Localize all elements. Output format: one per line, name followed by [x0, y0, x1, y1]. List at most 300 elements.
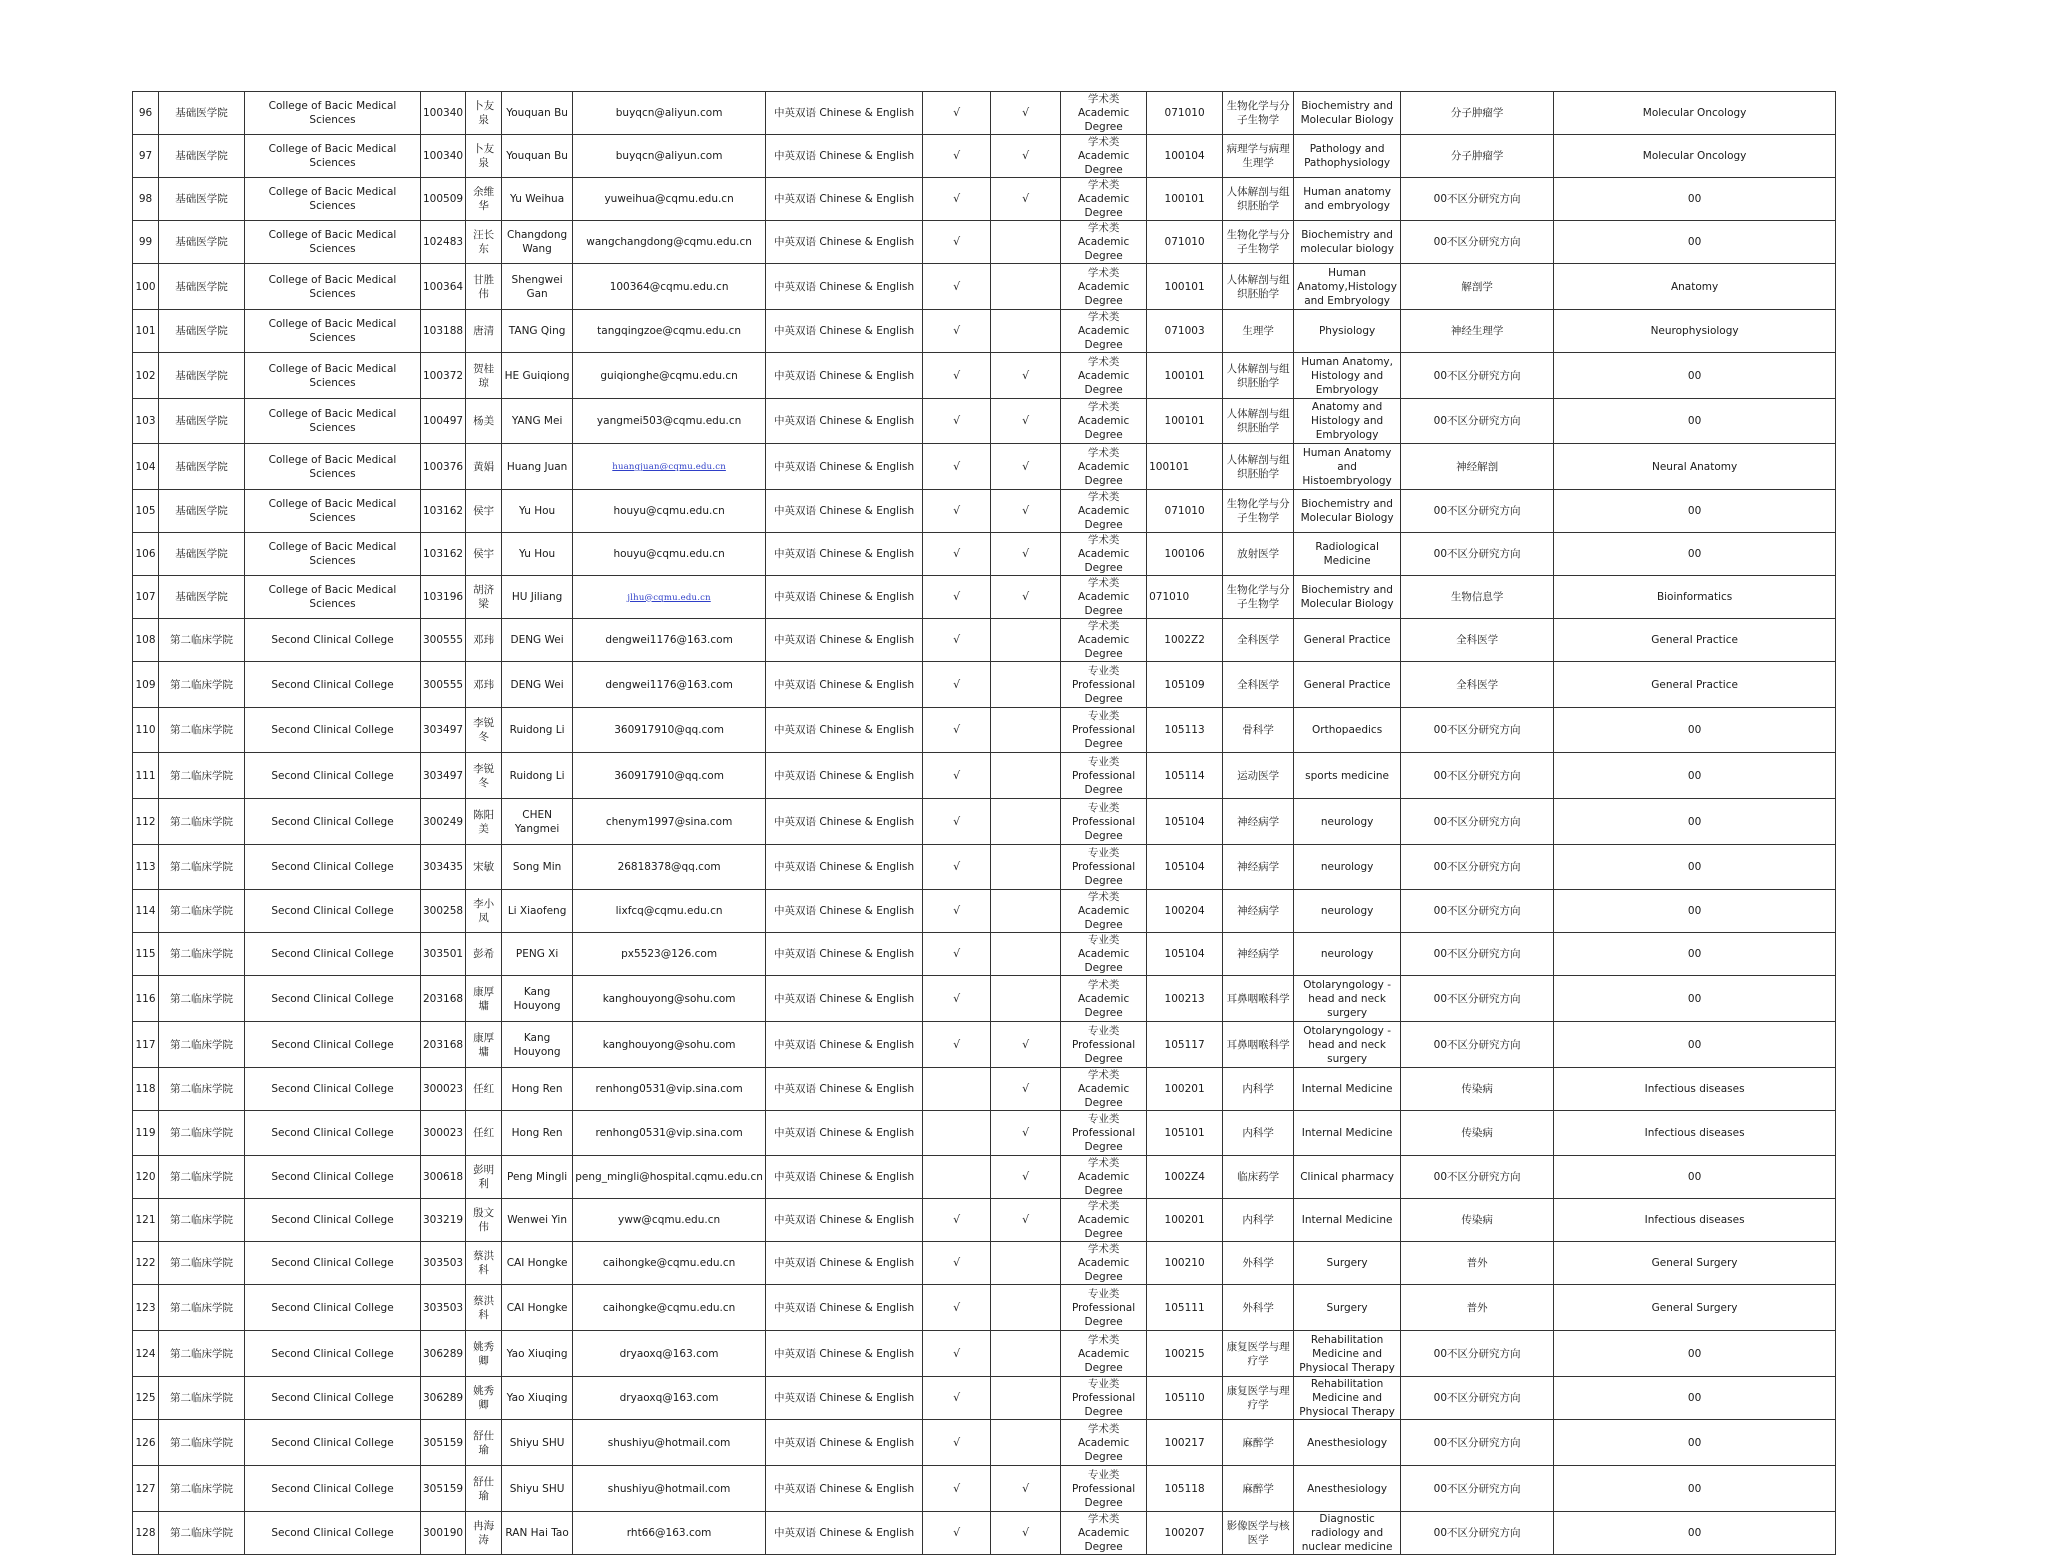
check-doctor — [991, 619, 1061, 662]
college-cn: 基础医学院 — [159, 444, 245, 490]
check-master: √ — [923, 753, 991, 799]
major-en: Physiology — [1294, 310, 1401, 353]
name-cn: 余维华 — [466, 178, 502, 221]
direction-cn: 神经解剖 — [1401, 444, 1554, 490]
supervisor-id: 203168 — [421, 1022, 466, 1068]
degree-type: 学术类 Academic Degree — [1061, 576, 1147, 619]
college-cn: 第二临床学院 — [159, 753, 245, 799]
check-doctor: √ — [991, 490, 1061, 533]
check-doctor: √ — [991, 533, 1061, 576]
supervisor-id: 100364 — [421, 264, 466, 310]
direction-en: General Practice — [1554, 662, 1836, 708]
direction-cn: 00不区分研究方向 — [1401, 799, 1554, 845]
college-cn: 第二临床学院 — [159, 619, 245, 662]
major-cn: 生物化学与分子生物学 — [1223, 490, 1294, 533]
major-code: 105118 — [1147, 1466, 1223, 1512]
email: dryaoxq@163.com — [573, 1377, 766, 1420]
major-en: Internal Medicine — [1294, 1068, 1401, 1111]
email: renhong0531@vip.sina.com — [573, 1111, 766, 1156]
major-en: General Practice — [1294, 619, 1401, 662]
language: 中英双语 Chinese & English — [766, 799, 923, 845]
major-cn: 生物化学与分子生物学 — [1223, 92, 1294, 135]
language: 中英双语 Chinese & English — [766, 1068, 923, 1111]
major-en: Biochemistry and Molecular Biology — [1294, 92, 1401, 135]
language: 中英双语 Chinese & English — [766, 1420, 923, 1466]
check-doctor: √ — [991, 576, 1061, 619]
check-master: √ — [923, 533, 991, 576]
major-en: Rehabilitation Medicine and Physiocal Therapy — [1294, 1377, 1401, 1420]
name-cn: 卜友泉 — [466, 92, 502, 135]
college-en: College of Bacic Medical Sciences — [245, 264, 421, 310]
table-row — [133, 662, 1836, 708]
check-doctor: √ — [991, 178, 1061, 221]
row-number: 121 — [133, 1199, 159, 1242]
degree-type: 学术类 Academic Degree — [1061, 221, 1147, 264]
name-cn: 黄娟 — [466, 444, 502, 490]
direction-cn: 00不区分研究方向 — [1401, 490, 1554, 533]
check-master: √ — [923, 933, 991, 976]
email: buyqcn@aliyun.com — [573, 135, 766, 178]
major-cn: 外科学 — [1223, 1242, 1294, 1285]
check-master: √ — [923, 178, 991, 221]
row-number: 107 — [133, 576, 159, 619]
row-number: 105 — [133, 490, 159, 533]
name-en: Peng Mingli — [502, 1156, 573, 1199]
name-cn: 邓玮 — [466, 619, 502, 662]
major-en: Internal Medicine — [1294, 1199, 1401, 1242]
language: 中英双语 Chinese & English — [766, 92, 923, 135]
degree-type: 学术类 Academic Degree — [1061, 310, 1147, 353]
major-cn: 康复医学与理疗学 — [1223, 1331, 1294, 1377]
language: 中英双语 Chinese & English — [766, 753, 923, 799]
row-number: 99 — [133, 221, 159, 264]
college-cn: 基础医学院 — [159, 576, 245, 619]
major-en: Anatomy and Histology and Embryology — [1294, 399, 1401, 444]
major-cn: 生理学 — [1223, 310, 1294, 353]
direction-en: 00 — [1554, 399, 1836, 444]
college-cn: 第二临床学院 — [159, 1111, 245, 1156]
college-en: Second Clinical College — [245, 845, 421, 890]
name-cn: 侯宇 — [466, 490, 502, 533]
degree-type: 学术类 Academic Degree — [1061, 976, 1147, 1022]
row-number: 100 — [133, 264, 159, 310]
table-row — [133, 576, 1836, 619]
major-cn: 内科学 — [1223, 1199, 1294, 1242]
college-en: Second Clinical College — [245, 1285, 421, 1331]
college-en: Second Clinical College — [245, 1111, 421, 1156]
direction-en: 00 — [1554, 1156, 1836, 1199]
check-doctor: √ — [991, 135, 1061, 178]
table-row — [133, 92, 1836, 135]
degree-type: 学术类 Academic Degree — [1061, 135, 1147, 178]
name-en: Hong Ren — [502, 1068, 573, 1111]
supervisor-id: 303501 — [421, 933, 466, 976]
supervisor-id: 100340 — [421, 92, 466, 135]
row-number: 119 — [133, 1111, 159, 1156]
email: renhong0531@vip.sina.com — [573, 1068, 766, 1111]
direction-en: Infectious diseases — [1554, 1068, 1836, 1111]
degree-type: 专业类 Professional Degree — [1061, 1466, 1147, 1512]
major-cn: 全科医学 — [1223, 619, 1294, 662]
row-number: 124 — [133, 1331, 159, 1377]
email: kanghouyong@sohu.com — [573, 976, 766, 1022]
major-en: Biochemistry and Molecular Biology — [1294, 576, 1401, 619]
college-cn: 基础医学院 — [159, 533, 245, 576]
college-en: College of Bacic Medical Sciences — [245, 576, 421, 619]
degree-type: 专业类 Professional Degree — [1061, 753, 1147, 799]
language: 中英双语 Chinese & English — [766, 1512, 923, 1555]
table-row — [133, 178, 1836, 221]
supervisor-id: 300555 — [421, 662, 466, 708]
direction-cn: 普外 — [1401, 1285, 1554, 1331]
table-row — [133, 1022, 1836, 1068]
supervisor-id: 303503 — [421, 1242, 466, 1285]
table-row — [133, 353, 1836, 399]
direction-en: Molecular Oncology — [1554, 135, 1836, 178]
name-cn: 殷文伟 — [466, 1199, 502, 1242]
major-cn: 耳鼻咽喉科学 — [1223, 976, 1294, 1022]
major-code: 100101 — [1147, 399, 1223, 444]
direction-cn: 00不区分研究方向 — [1401, 753, 1554, 799]
name-en: Song Min — [502, 845, 573, 890]
college-cn: 基础医学院 — [159, 353, 245, 399]
name-cn: 宋敏 — [466, 845, 502, 890]
degree-type: 专业类 Professional Degree — [1061, 845, 1147, 890]
college-cn: 第二临床学院 — [159, 1466, 245, 1512]
name-cn: 李锐冬 — [466, 708, 502, 753]
college-en: College of Bacic Medical Sciences — [245, 310, 421, 353]
major-cn: 生物化学与分子生物学 — [1223, 221, 1294, 264]
major-cn: 全科医学 — [1223, 662, 1294, 708]
email: wangchangdong@cqmu.edu.cn — [573, 221, 766, 264]
language: 中英双语 Chinese & English — [766, 1111, 923, 1156]
direction-en: 00 — [1554, 1512, 1836, 1555]
supervisor-id: 300555 — [421, 619, 466, 662]
name-en: Wenwei Yin — [502, 1199, 573, 1242]
direction-cn: 00不区分研究方向 — [1401, 976, 1554, 1022]
degree-type: 学术类 Academic Degree — [1061, 890, 1147, 933]
college-cn: 第二临床学院 — [159, 1199, 245, 1242]
check-master: √ — [923, 221, 991, 264]
name-cn: 胡济梁 — [466, 576, 502, 619]
row-number: 114 — [133, 890, 159, 933]
major-cn: 麻醉学 — [1223, 1420, 1294, 1466]
check-master: √ — [923, 576, 991, 619]
table-row — [133, 264, 1836, 310]
direction-cn: 00不区分研究方向 — [1401, 1156, 1554, 1199]
direction-cn: 全科医学 — [1401, 662, 1554, 708]
direction-cn: 00不区分研究方向 — [1401, 890, 1554, 933]
check-master: √ — [923, 1285, 991, 1331]
email-link[interactable]: jlhu@cqmu.edu.cn — [627, 592, 711, 603]
email[interactable] — [573, 576, 766, 619]
supervisor-id: 300190 — [421, 1512, 466, 1555]
table-row — [133, 135, 1836, 178]
check-master: √ — [923, 1331, 991, 1377]
check-master: √ — [923, 310, 991, 353]
name-en: YANG Mei — [502, 399, 573, 444]
college-en: Second Clinical College — [245, 890, 421, 933]
major-cn: 耳鼻咽喉科学 — [1223, 1022, 1294, 1068]
direction-cn: 普外 — [1401, 1242, 1554, 1285]
check-doctor: √ — [991, 1111, 1061, 1156]
email: tangqingzoe@cqmu.edu.cn — [573, 310, 766, 353]
degree-type: 学术类 Academic Degree — [1061, 92, 1147, 135]
direction-en: 00 — [1554, 933, 1836, 976]
language: 中英双语 Chinese & English — [766, 1285, 923, 1331]
name-cn: 李小凤 — [466, 890, 502, 933]
direction-en: 00 — [1554, 1022, 1836, 1068]
table-row — [133, 753, 1836, 799]
email: guiqionghe@cqmu.edu.cn — [573, 353, 766, 399]
college-cn: 第二临床学院 — [159, 708, 245, 753]
major-code: 100207 — [1147, 1512, 1223, 1555]
email: 360917910@qq.com — [573, 708, 766, 753]
major-code: 105111 — [1147, 1285, 1223, 1331]
check-master: √ — [923, 890, 991, 933]
college-cn: 第二临床学院 — [159, 1068, 245, 1111]
row-number: 111 — [133, 753, 159, 799]
direction-cn: 00不区分研究方向 — [1401, 1331, 1554, 1377]
major-code: 071010 — [1147, 221, 1223, 264]
major-cn: 内科学 — [1223, 1068, 1294, 1111]
language: 中英双语 Chinese & English — [766, 619, 923, 662]
degree-type: 专业类 Professional Degree — [1061, 1285, 1147, 1331]
direction-en: 00 — [1554, 1466, 1836, 1512]
major-en: General Practice — [1294, 662, 1401, 708]
degree-type: 学术类 Academic Degree — [1061, 1331, 1147, 1377]
major-en: Human anatomy and embryology — [1294, 178, 1401, 221]
table-row — [133, 1466, 1836, 1512]
major-cn: 临床药学 — [1223, 1156, 1294, 1199]
name-en: TANG Qing — [502, 310, 573, 353]
name-cn: 陈阳美 — [466, 799, 502, 845]
major-code: 100210 — [1147, 1242, 1223, 1285]
email: caihongke@cqmu.edu.cn — [573, 1285, 766, 1331]
check-master: √ — [923, 490, 991, 533]
major-en: neurology — [1294, 890, 1401, 933]
direction-en: 00 — [1554, 221, 1836, 264]
row-number: 106 — [133, 533, 159, 576]
check-master: √ — [923, 845, 991, 890]
major-code: 1002Z4 — [1147, 1156, 1223, 1199]
table-row — [133, 1420, 1836, 1466]
direction-en: Neural Anatomy — [1554, 444, 1836, 490]
row-number: 104 — [133, 444, 159, 490]
row-number: 126 — [133, 1420, 159, 1466]
college-cn: 基础医学院 — [159, 490, 245, 533]
college-cn: 第二临床学院 — [159, 933, 245, 976]
direction-cn: 00不区分研究方向 — [1401, 708, 1554, 753]
check-doctor — [991, 890, 1061, 933]
supervisor-id: 103162 — [421, 490, 466, 533]
college-en: College of Bacic Medical Sciences — [245, 221, 421, 264]
check-doctor: √ — [991, 92, 1061, 135]
major-en: neurology — [1294, 933, 1401, 976]
email: shushiyu@hotmail.com — [573, 1466, 766, 1512]
spreadsheet-page — [132, 91, 1836, 1555]
check-master: √ — [923, 135, 991, 178]
name-cn: 彭希 — [466, 933, 502, 976]
degree-type: 专业类 Professional Degree — [1061, 799, 1147, 845]
degree-type: 学术类 Academic Degree — [1061, 399, 1147, 444]
major-en: Radiological Medicine — [1294, 533, 1401, 576]
degree-type: 专业类 Professional Degree — [1061, 1022, 1147, 1068]
email: yuweihua@cqmu.edu.cn — [573, 178, 766, 221]
college-en: Second Clinical College — [245, 753, 421, 799]
table-row — [133, 490, 1836, 533]
table-row — [133, 1285, 1836, 1331]
check-doctor — [991, 662, 1061, 708]
name-en: Ruidong Li — [502, 753, 573, 799]
degree-type: 学术类 Academic Degree — [1061, 1068, 1147, 1111]
row-number: 102 — [133, 353, 159, 399]
direction-cn: 分子肿瘤学 — [1401, 135, 1554, 178]
language: 中英双语 Chinese & English — [766, 933, 923, 976]
name-cn: 舒仕瑜 — [466, 1466, 502, 1512]
major-code: 071010 — [1147, 92, 1223, 135]
major-code: 100101 — [1147, 353, 1223, 399]
direction-en: 00 — [1554, 353, 1836, 399]
check-doctor: √ — [991, 1022, 1061, 1068]
row-number: 122 — [133, 1242, 159, 1285]
major-en: Internal Medicine — [1294, 1111, 1401, 1156]
row-number: 120 — [133, 1156, 159, 1199]
degree-type: 学术类 Academic Degree — [1061, 178, 1147, 221]
language: 中英双语 Chinese & English — [766, 890, 923, 933]
email: rht66@163.com — [573, 1512, 766, 1555]
check-master: √ — [923, 1466, 991, 1512]
check-master: √ — [923, 976, 991, 1022]
college-cn: 基础医学院 — [159, 92, 245, 135]
check-master: √ — [923, 92, 991, 135]
table-row — [133, 399, 1836, 444]
major-en: Otolaryngology - head and neck surgery — [1294, 1022, 1401, 1068]
name-en: Li Xiaofeng — [502, 890, 573, 933]
direction-cn: 生物信息学 — [1401, 576, 1554, 619]
supervisor-id: 303497 — [421, 753, 466, 799]
check-doctor — [991, 1420, 1061, 1466]
direction-cn: 全科医学 — [1401, 619, 1554, 662]
college-cn: 第二临床学院 — [159, 845, 245, 890]
college-cn: 第二临床学院 — [159, 662, 245, 708]
college-cn: 第二临床学院 — [159, 890, 245, 933]
email: px5523@126.com — [573, 933, 766, 976]
major-code: 100104 — [1147, 135, 1223, 178]
major-en: Biochemistry and molecular biology — [1294, 221, 1401, 264]
language: 中英双语 Chinese & English — [766, 662, 923, 708]
college-en: Second Clinical College — [245, 1068, 421, 1111]
college-cn: 第二临床学院 — [159, 1242, 245, 1285]
direction-cn: 00不区分研究方向 — [1401, 1420, 1554, 1466]
supervisor-id: 300023 — [421, 1111, 466, 1156]
direction-en: 00 — [1554, 490, 1836, 533]
email-link[interactable]: huangjuan@cqmu.edu.cn — [612, 462, 726, 472]
direction-en: Infectious diseases — [1554, 1199, 1836, 1242]
email: dryaoxq@163.com — [573, 1331, 766, 1377]
name-en: CAI Hongke — [502, 1285, 573, 1331]
major-code: 105114 — [1147, 753, 1223, 799]
major-en: Biochemistry and Molecular Biology — [1294, 490, 1401, 533]
major-code: 100201 — [1147, 1068, 1223, 1111]
direction-cn: 00不区分研究方向 — [1401, 933, 1554, 976]
major-cn: 人体解剖与组织胚胎学 — [1223, 264, 1294, 310]
major-code: 071003 — [1147, 310, 1223, 353]
major-cn: 外科学 — [1223, 1285, 1294, 1331]
supervisor-id: 103162 — [421, 533, 466, 576]
name-en: Yu Weihua — [502, 178, 573, 221]
name-en: Yao Xiuqing — [502, 1377, 573, 1420]
degree-type: 学术类 Academic Degree — [1061, 533, 1147, 576]
college-en: Second Clinical College — [245, 1199, 421, 1242]
supervisor-id: 203168 — [421, 976, 466, 1022]
college-en: Second Clinical College — [245, 708, 421, 753]
name-cn: 康厚墉 — [466, 976, 502, 1022]
supervisor-id: 306289 — [421, 1377, 466, 1420]
direction-cn: 00不区分研究方向 — [1401, 399, 1554, 444]
email[interactable] — [573, 444, 766, 490]
college-en: College of Bacic Medical Sciences — [245, 353, 421, 399]
name-en: Youquan Bu — [502, 92, 573, 135]
language: 中英双语 Chinese & English — [766, 708, 923, 753]
table-row — [133, 1156, 1836, 1199]
major-code: 071010 — [1147, 490, 1223, 533]
major-en: Anesthesiology — [1294, 1420, 1401, 1466]
table-row — [133, 1331, 1836, 1377]
college-cn: 基础医学院 — [159, 264, 245, 310]
major-code: 071010 — [1147, 576, 1223, 619]
check-master: √ — [923, 1199, 991, 1242]
check-master: √ — [923, 353, 991, 399]
language: 中英双语 Chinese & English — [766, 533, 923, 576]
email: caihongke@cqmu.edu.cn — [573, 1242, 766, 1285]
language: 中英双语 Chinese & English — [766, 1331, 923, 1377]
row-number: 116 — [133, 976, 159, 1022]
language: 中英双语 Chinese & English — [766, 1199, 923, 1242]
language: 中英双语 Chinese & English — [766, 1466, 923, 1512]
language: 中英双语 Chinese & English — [766, 444, 923, 490]
supervisor-id: 100497 — [421, 399, 466, 444]
major-code: 100106 — [1147, 533, 1223, 576]
college-en: College of Bacic Medical Sciences — [245, 444, 421, 490]
name-en: Shiyu SHU — [502, 1420, 573, 1466]
name-cn: 蔡洪科 — [466, 1285, 502, 1331]
language: 中英双语 Chinese & English — [766, 135, 923, 178]
college-cn: 基础医学院 — [159, 310, 245, 353]
supervisor-id: 300618 — [421, 1156, 466, 1199]
email: buyqcn@aliyun.com — [573, 92, 766, 135]
row-number: 117 — [133, 1022, 159, 1068]
name-en: Hong Ren — [502, 1111, 573, 1156]
supervisor-table — [132, 91, 1836, 1555]
check-doctor — [991, 1242, 1061, 1285]
check-master: √ — [923, 708, 991, 753]
language: 中英双语 Chinese & English — [766, 1242, 923, 1285]
email: 100364@cqmu.edu.cn — [573, 264, 766, 310]
supervisor-id: 300249 — [421, 799, 466, 845]
row-number: 112 — [133, 799, 159, 845]
direction-cn: 00不区分研究方向 — [1401, 353, 1554, 399]
college-en: College of Bacic Medical Sciences — [245, 490, 421, 533]
name-cn: 彭明利 — [466, 1156, 502, 1199]
college-cn: 第二临床学院 — [159, 1377, 245, 1420]
supervisor-id: 100509 — [421, 178, 466, 221]
row-number: 115 — [133, 933, 159, 976]
supervisor-id: 300258 — [421, 890, 466, 933]
language: 中英双语 Chinese & English — [766, 264, 923, 310]
name-cn: 邓玮 — [466, 662, 502, 708]
check-doctor — [991, 845, 1061, 890]
